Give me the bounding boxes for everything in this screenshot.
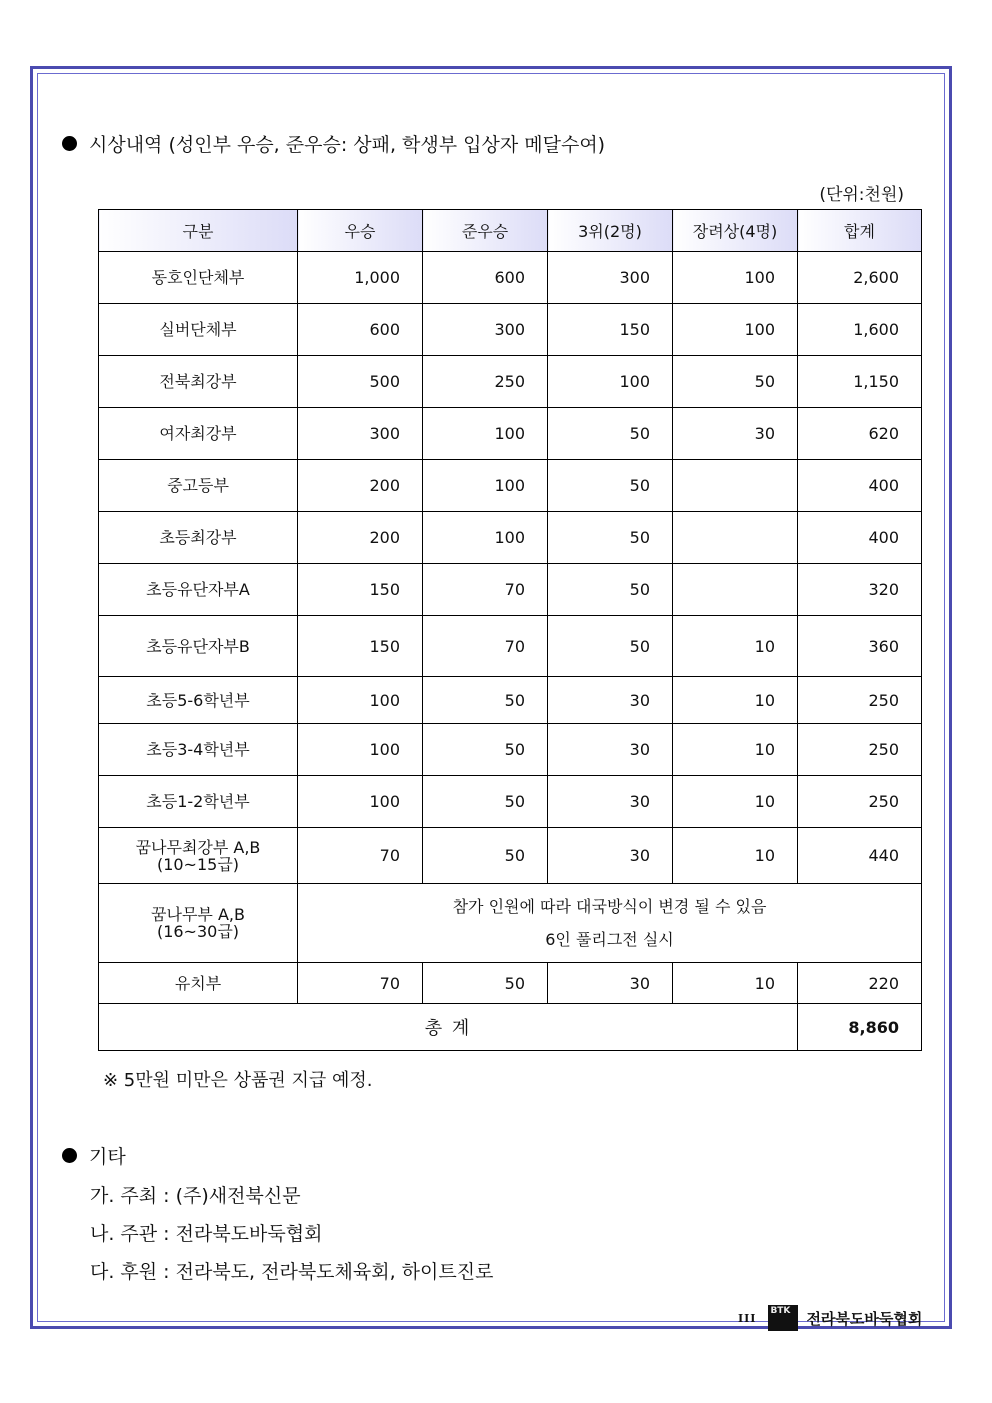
table-row (99, 304, 922, 356)
value-cell: 1,600 (798, 304, 922, 356)
table-row (99, 677, 922, 724)
total-value: 8,860 (798, 1004, 922, 1051)
value-cell: 2,600 (798, 252, 922, 304)
value-cell: 250 (798, 724, 922, 776)
format-note: 참가 인원에 따라 대국방식이 변경 될 수 있음 (452, 897, 767, 916)
league-note: 6인 풀리그전 실시 (545, 930, 674, 949)
value-cell: 10 (673, 776, 798, 828)
col-header-encouragement: 장려상(4명) (673, 210, 798, 252)
value-cell: 30 (548, 963, 673, 1004)
value-cell: 320 (798, 564, 922, 616)
category-cell (99, 884, 298, 963)
value-cell: 50 (548, 564, 673, 616)
value-cell: 220 (798, 963, 922, 1004)
unit-note: (단위:천원) (819, 185, 904, 205)
list-item-host: 가. 주최 : (주)새전북신문 (90, 1185, 301, 1207)
value-cell: 50 (423, 724, 548, 776)
category-cell: 초등유단자부A (99, 564, 298, 616)
value-cell: 100 (298, 724, 423, 776)
category-cell: 초등최강부 (99, 512, 298, 564)
value-cell: 70 (423, 616, 548, 677)
value-cell: 250 (798, 677, 922, 724)
table-row (99, 616, 922, 677)
value-cell: 620 (798, 408, 922, 460)
col-header-runner-up: 준우승 (423, 210, 548, 252)
section-awards-heading (62, 130, 605, 157)
section-misc-heading (62, 1142, 126, 1169)
awards-table (98, 209, 922, 1051)
value-cell: 100 (673, 304, 798, 356)
table-row (99, 564, 922, 616)
bullet-icon (62, 136, 77, 151)
value-cell: 30 (548, 724, 673, 776)
value-cell: 50 (548, 512, 673, 564)
value-cell: 150 (548, 304, 673, 356)
value-cell: 30 (548, 677, 673, 724)
value-cell: 600 (298, 304, 423, 356)
value-cell (673, 564, 798, 616)
list-item-sponsor: 다. 후원 : 전라북도, 전라북도체육회, 하이트진로 (90, 1261, 494, 1283)
table-row (99, 512, 922, 564)
category-cell: 동호인단체부 (99, 252, 298, 304)
category-line: 꿈나무부 A,B (151, 905, 245, 924)
value-cell: 10 (673, 616, 798, 677)
footer (738, 1303, 922, 1333)
table-row (99, 252, 922, 304)
value-cell: 600 (423, 252, 548, 304)
value-cell: 100 (423, 408, 548, 460)
category-cell: 초등3-4학년부 (99, 724, 298, 776)
col-header-third: 3위(2명) (548, 210, 673, 252)
value-cell: 400 (798, 460, 922, 512)
list-item-organizer: 나. 주관 : 전라북도바둑협회 (90, 1223, 323, 1245)
category-line: 꿈나무최강부 A,B (135, 837, 261, 857)
value-cell: 300 (423, 304, 548, 356)
value-cell (673, 460, 798, 512)
value-cell: 100 (298, 776, 423, 828)
table-row-dream-strong (99, 828, 922, 884)
value-cell: 10 (673, 828, 798, 884)
value-cell: 100 (423, 512, 548, 564)
value-cell: 400 (798, 512, 922, 564)
total-label: 총 계 (99, 1004, 798, 1051)
value-cell: 200 (298, 460, 423, 512)
col-header-sum: 합계 (798, 210, 922, 252)
value-cell: 50 (423, 776, 548, 828)
table-row (99, 356, 922, 408)
misc-heading-text: 기타 (89, 1146, 126, 1168)
value-cell: 440 (798, 828, 922, 884)
value-cell: 30 (673, 408, 798, 460)
table-row-dream (99, 884, 922, 963)
table-row (99, 460, 922, 512)
value-cell: 1,150 (798, 356, 922, 408)
value-cell: 30 (548, 776, 673, 828)
value-cell: 300 (548, 252, 673, 304)
value-cell: 10 (673, 724, 798, 776)
value-cell: 70 (298, 963, 423, 1004)
value-cell: 150 (298, 564, 423, 616)
category-cell: 초등5-6학년부 (99, 677, 298, 724)
table-row (99, 776, 922, 828)
value-cell: 50 (673, 356, 798, 408)
category-subline: (10~15급) (156, 854, 240, 874)
footnote: ※ 5만원 미만은 상품권 지급 예정. (103, 1070, 373, 1091)
category-subline: (16~30급) (156, 922, 240, 941)
value-cell: 10 (673, 677, 798, 724)
value-cell: 150 (298, 616, 423, 677)
bullet-icon (62, 1148, 77, 1163)
awards-heading-text: 시상내역 (성인부 우승, 준우승: 상패, 학생부 입상자 메달수여) (89, 134, 606, 156)
value-cell: 70 (298, 828, 423, 884)
category-cell (99, 828, 298, 884)
value-cell: 50 (423, 828, 548, 884)
value-cell: 30 (548, 828, 673, 884)
logo-text: BTK (770, 1306, 791, 1316)
value-cell: 10 (673, 963, 798, 1004)
category-cell: 여자최강부 (99, 408, 298, 460)
value-cell: 300 (298, 408, 423, 460)
value-cell: 100 (423, 460, 548, 512)
value-cell: 500 (298, 356, 423, 408)
category-cell: 실버단체부 (99, 304, 298, 356)
footer-org-name: 전라북도바둑협회 (806, 1309, 923, 1328)
value-cell: 360 (798, 616, 922, 677)
value-cell: 50 (423, 677, 548, 724)
value-cell: 70 (423, 564, 548, 616)
value-cell: 50 (423, 963, 548, 1004)
value-cell: 100 (548, 356, 673, 408)
value-cell (673, 512, 798, 564)
col-header-winner: 우승 (298, 210, 423, 252)
merged-note-cell (298, 884, 922, 963)
table-total-row (99, 1004, 922, 1051)
value-cell: 250 (423, 356, 548, 408)
footer-bars: III (738, 1311, 757, 1325)
value-cell: 1,000 (298, 252, 423, 304)
category-cell: 초등1-2학년부 (99, 776, 298, 828)
table-row (99, 408, 922, 460)
category-cell: 유치부 (99, 963, 298, 1004)
table-row-kinder (99, 963, 922, 1004)
value-cell: 100 (298, 677, 423, 724)
category-cell: 전북최강부 (99, 356, 298, 408)
table-row (99, 724, 922, 776)
value-cell: 200 (298, 512, 423, 564)
value-cell: 250 (798, 776, 922, 828)
category-cell: 중고등부 (99, 460, 298, 512)
association-logo-icon (768, 1305, 798, 1331)
value-cell: 100 (673, 252, 798, 304)
table-header-row (99, 210, 922, 252)
value-cell: 50 (548, 408, 673, 460)
value-cell: 50 (548, 616, 673, 677)
col-header-category: 구분 (99, 210, 298, 252)
category-cell: 초등유단자부B (99, 616, 298, 677)
value-cell: 50 (548, 460, 673, 512)
